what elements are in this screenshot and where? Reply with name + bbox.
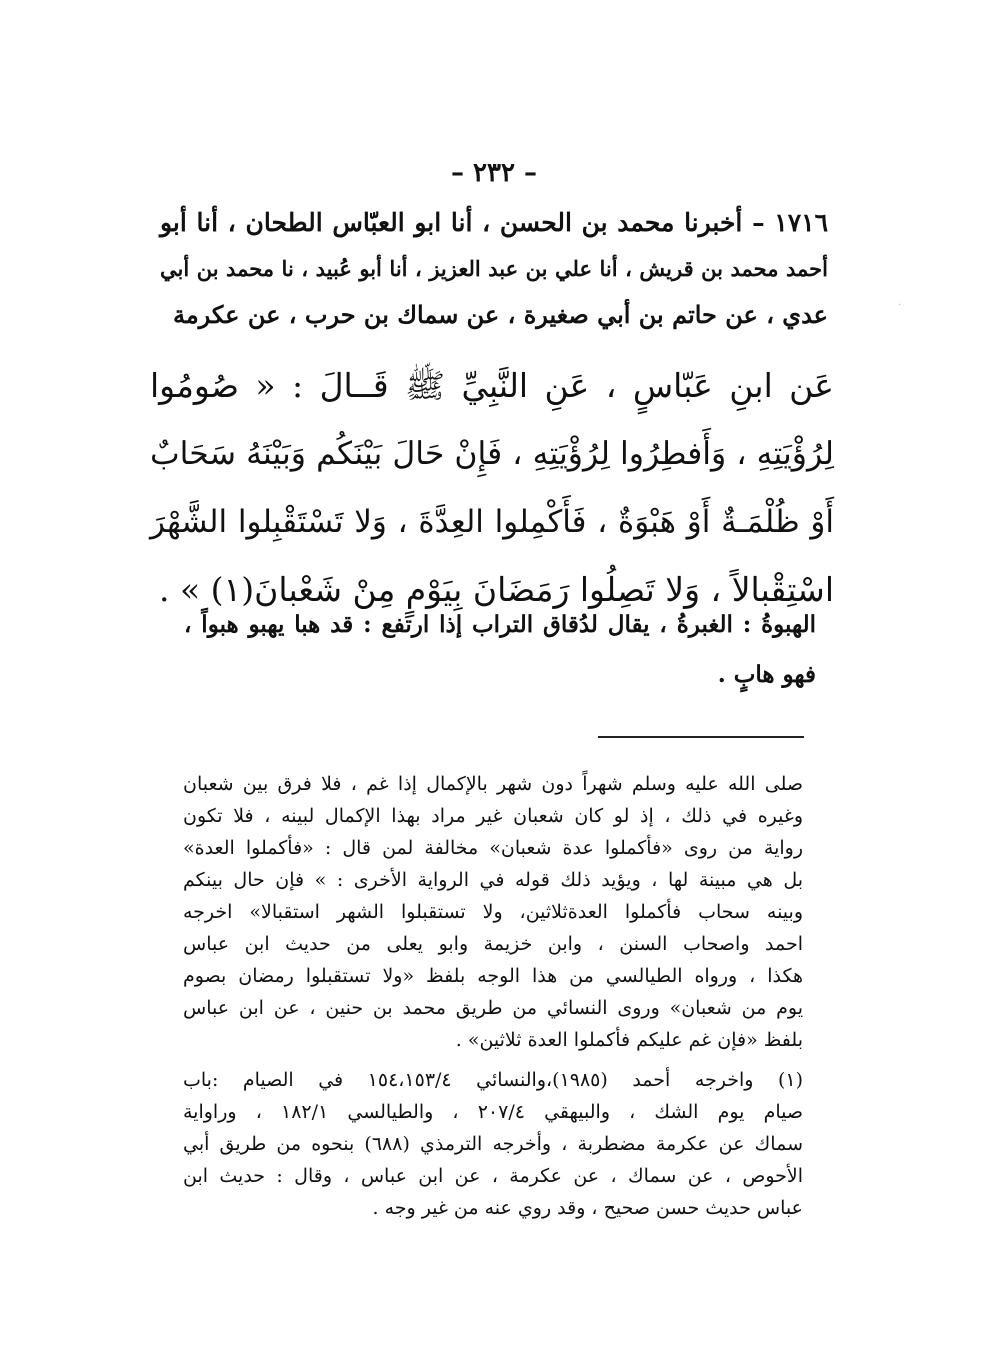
footnote-line: صيام يوم الشك ، والبيهقي ٢٠٧/٤ ، والطيالسي ١٨٢/١ ، وراواية [183, 1101, 803, 1123]
isnad-line: أحمد محمد بن قريش ، أنا علي بن عبد العزيز ، أنا أبو عُبيد ، نا محمد بن أبي [160, 256, 828, 281]
commentary-line: رواية من روى «فأكملوا عدة شعبان» مخالفة لمن قال : «فأكملوا العدة» [183, 837, 803, 859]
gloss-line: فهو هابٍ . [717, 661, 816, 688]
isnad-chain [160, 200, 828, 338]
hadith-line: عَن ابنِ عَبّاسٍ ، عَنِ النَّبِيِّ ﷺ قَــالَ : « صُومُوا [150, 366, 834, 405]
footnote-line: الأحوص ، عن سماك ، عن عكرمة ، عن ابن عباس ، وقال : حديث ابن [183, 1165, 803, 1187]
commentary-line: وغيره في ذلك ، إذ لو كان شعبان غير مراد بهذا الإكمال لبينه ، فلا تكون [183, 805, 803, 827]
word-gloss [184, 600, 816, 700]
isnad-line: عدي ، عن حاتم بن أبي صغيرة ، عن سماك بن حرب ، عن عكرمة [172, 300, 828, 329]
footnote [183, 1064, 803, 1224]
hadith-text [150, 352, 834, 624]
hadith-line: أَوْ ظُلْمَـةٌ أَوْ هَبْوَةٌ ، فَأَكْمِلوا العِدَّةَ ، وَلا تَسْتَقْبِلوا الشَّهْرَ [150, 504, 834, 540]
isnad-line: ١٧١٦ – أخبرنا محمد بن الحسن ، أنا ابو العبّاس الطحان ، أنا أبو [160, 208, 828, 237]
commentary-line: وبينه سحاب فأكملوا العدةثلاثين، ولا تستقبلوا الشهر استقبالا» اخرجه [183, 901, 803, 923]
page-number: – ٢٣٢ – [450, 158, 538, 188]
commentary-text [183, 768, 803, 1056]
footnote-line: (١) واخرجه أحمد (١٩٨٥)،والنسائي ١٥٤،١٥٣/٤ في الصيام :باب [183, 1069, 803, 1091]
hadith-line: لِرُؤْيَتِهِ ، وَأَفطِرُوا لِرُؤْيَتِهِ ، فَإِنْ حَالَ بَيْنَكُم وَبَيْنَهُ سَحَابٌ [150, 436, 834, 472]
footnote-line: سماك عن عكرمة مضطربة ، وأخرجه الترمذي (٦٨٨) بنحوه من طريق أبي [183, 1133, 803, 1155]
commentary-line: بل هي مبينة لها ، ويؤيد ذلك قوله في الرواية الأخرى : » فإن حال بينكم [183, 869, 803, 891]
commentary-line: يوم من شعبان» وروى النسائي من طريق محمد بن حنين ، عن ابن عباس [183, 997, 803, 1019]
commentary-line: بلفظ «فإن غم عليكم فأكملوا العدة ثلاثين» . [455, 1029, 803, 1051]
footnote-line: عباس حديث حسن صحيح ، وقد روي عنه من غير وجه . [372, 1197, 803, 1219]
hadith-line: اسْتِقْبالاً ، وَلا تَصِلُوا رَمَضَانَ بِيَوْمٍ مِنْ شَعْبانَ(١) » . [159, 570, 834, 609]
commentary-line: احمد واصحاب السنن ، وابن خزيمة وابو يعلى من حديث ابن عباس [183, 933, 803, 955]
footnote-divider [598, 736, 804, 738]
commentary-line: هكذا ، ورواه الطيالسي من هذا الوجه بلفظ «ولا تستقبلوا رمضان بصوم [183, 965, 803, 987]
gloss-line: الهبوةُ : الغبرةُ ، يقال لدُقاق التراب إذا ارتفع : قد هبا يهبو هبواً ، [184, 611, 816, 638]
commentary-line: صلى الله عليه وسلم شهراً دون شهر بالإكمال إذا غم ، فلا فرق بين شعبان [183, 773, 803, 795]
scan-speck: · [898, 300, 902, 311]
